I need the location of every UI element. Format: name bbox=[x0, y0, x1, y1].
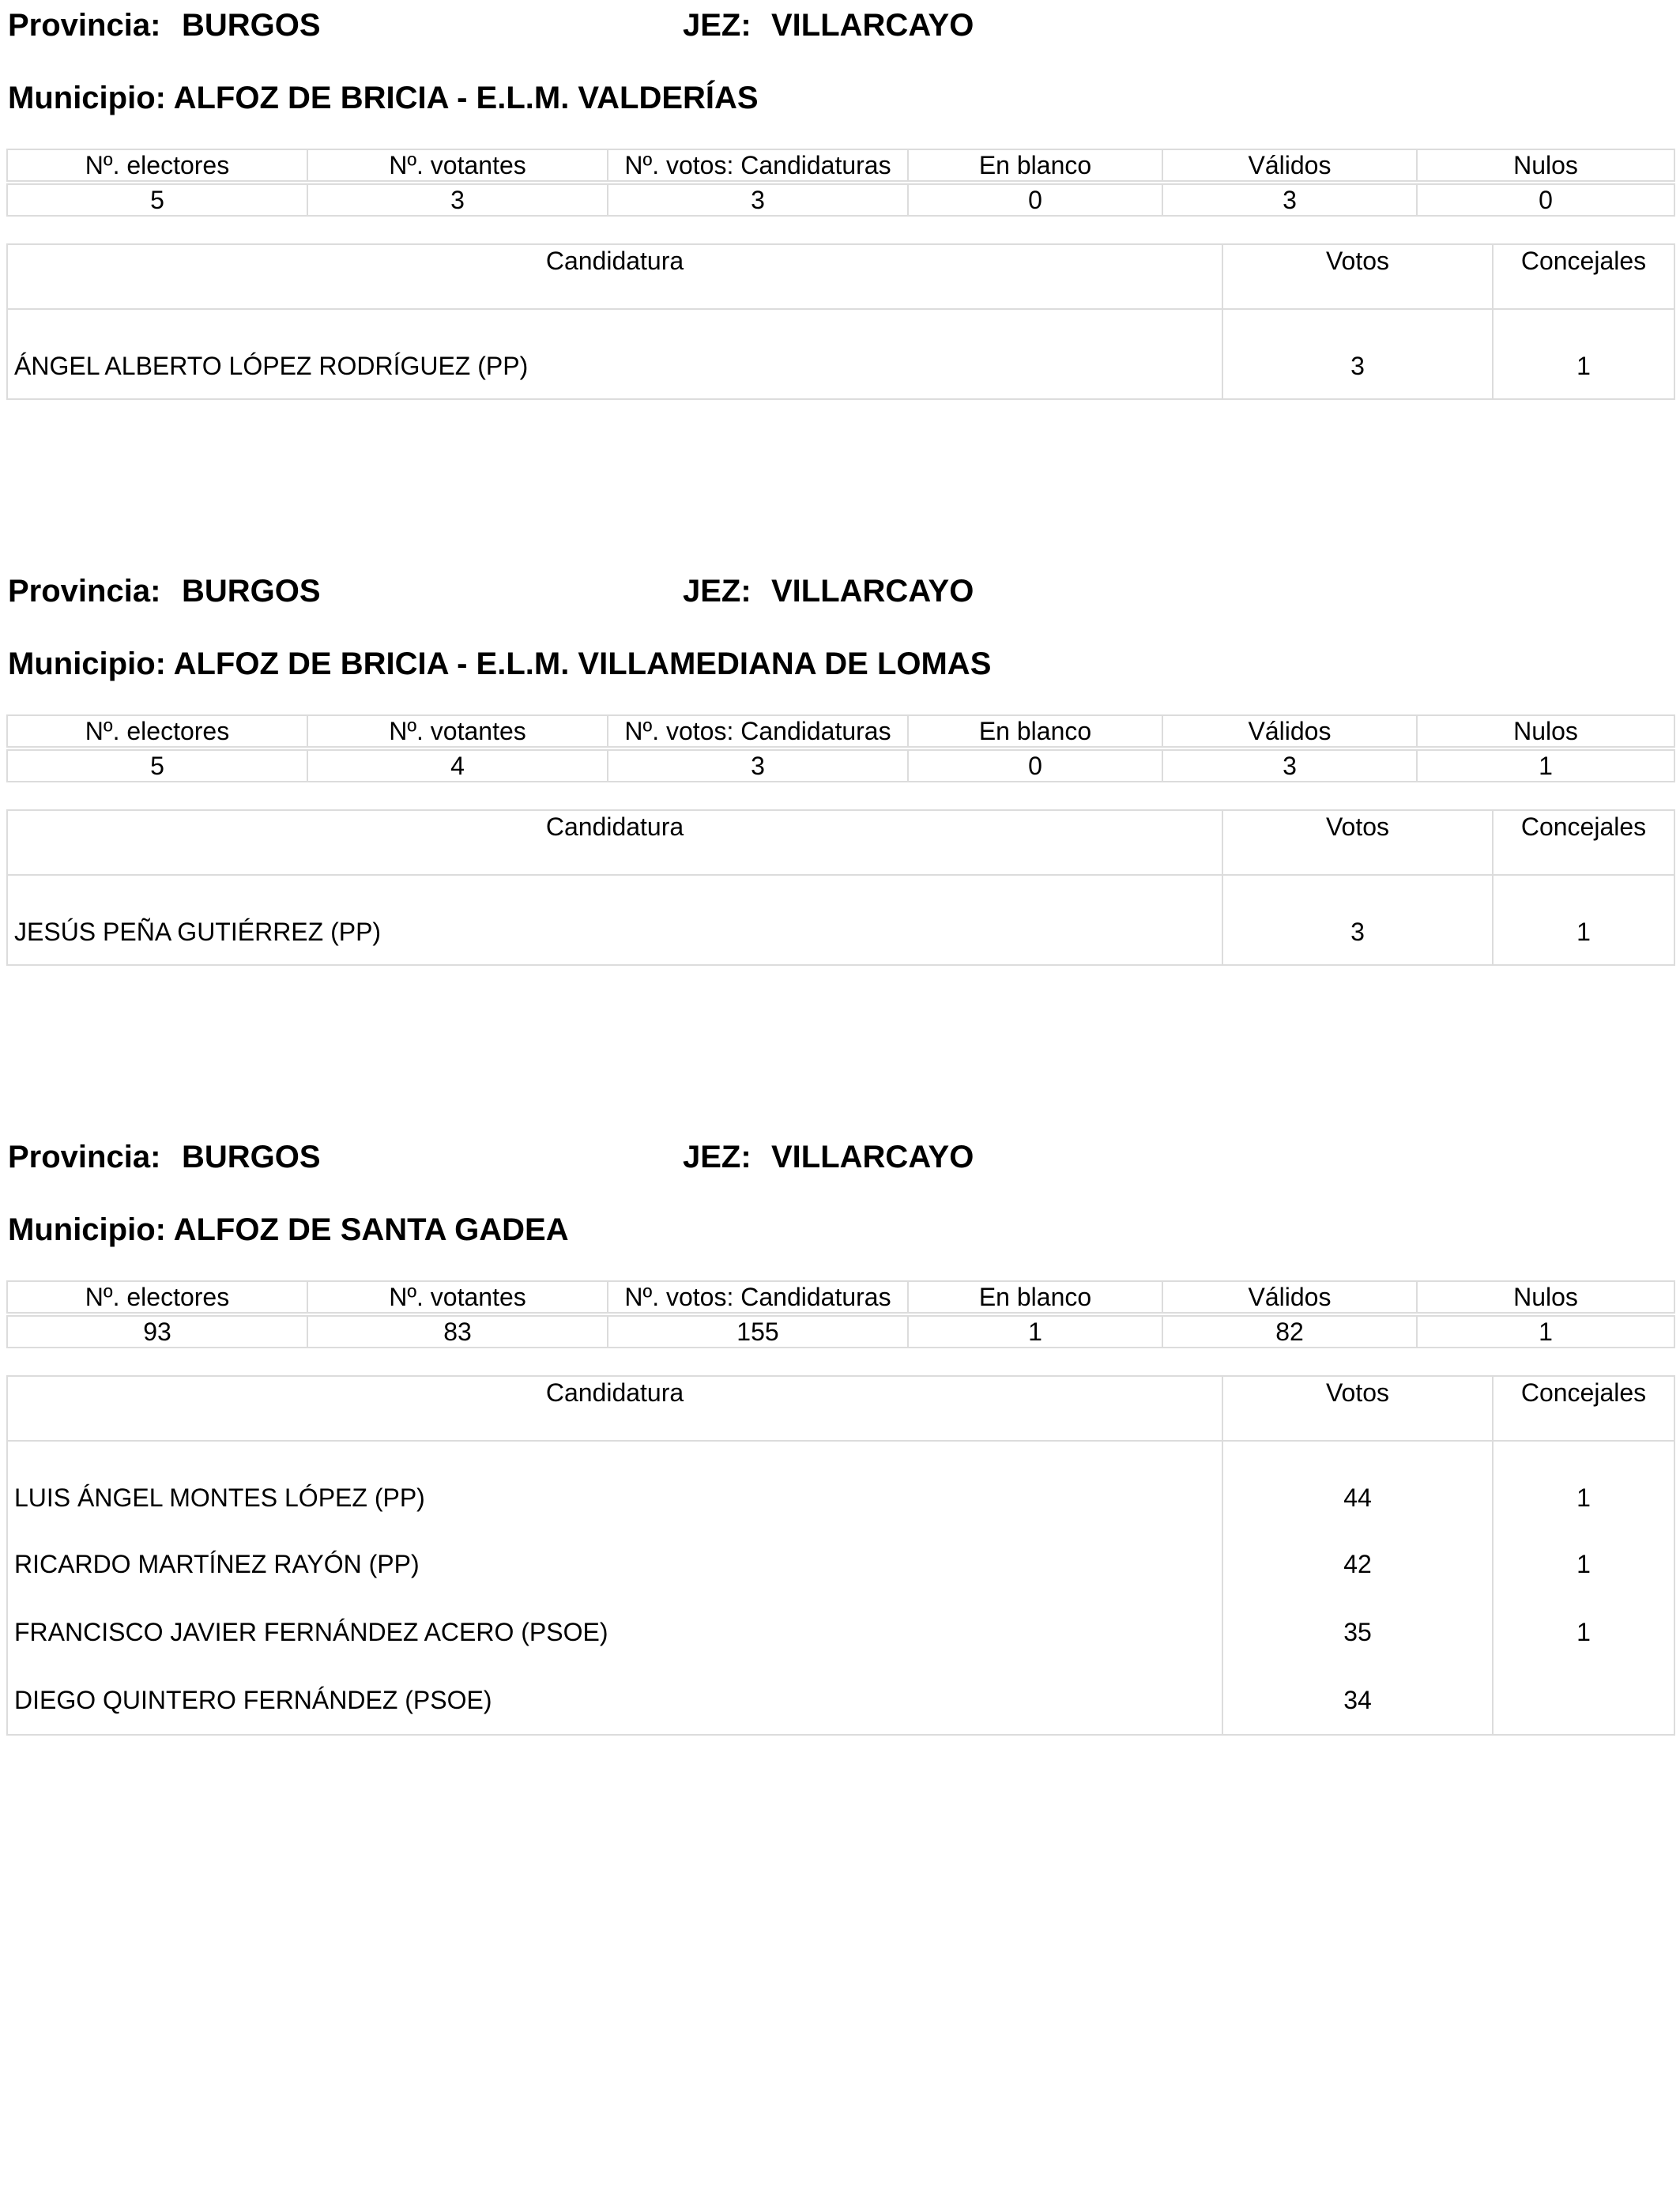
candidate-concejales: 1 bbox=[1493, 1530, 1674, 1598]
municipio-line bbox=[6, 1206, 1674, 1253]
stats-value: 83 bbox=[307, 1316, 608, 1348]
municipio-line bbox=[6, 74, 1674, 122]
municipio-value: ALFOZ DE BRICIA - E.L.M. VALDERÍAS bbox=[173, 81, 759, 115]
stats-value: 3 bbox=[1162, 750, 1417, 782]
municipio-value: ALFOZ DE BRICIA - E.L.M. VILLAMEDIANA DE LOMAS bbox=[173, 647, 992, 681]
candidate-name: LUIS ÁNGEL MONTES LÓPEZ (PP) bbox=[7, 1441, 1222, 1530]
stats-header: Nº. votantes bbox=[307, 149, 608, 181]
section-header bbox=[6, 1133, 1674, 1181]
candidate-name: RICARDO MARTÍNEZ RAYÓN (PP) bbox=[7, 1530, 1222, 1598]
stats-value: 4 bbox=[307, 750, 608, 782]
candidate-concejales: 1 bbox=[1493, 875, 1674, 965]
table-row bbox=[7, 1598, 1674, 1666]
jez-value: VILLARCAYO bbox=[771, 8, 974, 43]
stats-header: Nulos bbox=[1417, 149, 1674, 181]
provincia-label: Provincia: bbox=[8, 1140, 161, 1174]
jez-label: JEZ: bbox=[683, 8, 751, 43]
stats-value: 3 bbox=[608, 750, 908, 782]
stats-value: 82 bbox=[1162, 1316, 1417, 1348]
candidate-name: FRANCISCO JAVIER FERNÁNDEZ ACERO (PSOE) bbox=[7, 1598, 1222, 1666]
municipio-line bbox=[6, 640, 1674, 688]
candidate-votes: 44 bbox=[1222, 1441, 1493, 1530]
stats-value: 1 bbox=[1417, 750, 1674, 782]
stats-header: Válidos bbox=[1162, 1281, 1417, 1313]
stats-header: Nº. votos: Candidaturas bbox=[608, 715, 908, 747]
table-row bbox=[7, 1441, 1674, 1530]
candidate-concejales: 1 bbox=[1493, 1598, 1674, 1666]
candidates-table bbox=[6, 809, 1675, 966]
candidate-name: JESÚS PEÑA GUTIÉRREZ (PP) bbox=[7, 875, 1222, 965]
jez-label: JEZ: bbox=[683, 574, 751, 609]
stats-header: Nº. electores bbox=[7, 149, 307, 181]
stats-value: 0 bbox=[908, 750, 1162, 782]
stats-value: 3 bbox=[307, 184, 608, 216]
candidates-table bbox=[6, 1375, 1675, 1736]
concejales-header: Concejales bbox=[1493, 810, 1674, 875]
stats-header: En blanco bbox=[908, 1281, 1162, 1313]
provincia-value: BURGOS bbox=[182, 1140, 321, 1174]
table-row bbox=[7, 1666, 1674, 1735]
candidates-header-row bbox=[7, 810, 1674, 875]
candidates-header-row bbox=[7, 1376, 1674, 1441]
candidates-header-row bbox=[7, 244, 1674, 309]
municipio-label: Municipio: bbox=[8, 81, 166, 115]
stats-header: Nulos bbox=[1417, 1281, 1674, 1313]
candidate-votes: 3 bbox=[1222, 309, 1493, 399]
stats-value: 1 bbox=[1417, 1316, 1674, 1348]
table-row bbox=[7, 1530, 1674, 1598]
jez-value: VILLARCAYO bbox=[771, 1140, 974, 1174]
stats-value: 3 bbox=[1162, 184, 1417, 216]
stats-header: Nº. votos: Candidaturas bbox=[608, 149, 908, 181]
candidate-votes: 3 bbox=[1222, 875, 1493, 965]
candidates-table bbox=[6, 243, 1675, 400]
candidate-votes: 35 bbox=[1222, 1598, 1493, 1666]
section-header bbox=[6, 567, 1674, 615]
stats-table bbox=[6, 1280, 1675, 1348]
stats-header: En blanco bbox=[908, 149, 1162, 181]
stats-value: 5 bbox=[7, 750, 307, 782]
table-row bbox=[7, 875, 1674, 965]
provincia-value: BURGOS bbox=[182, 8, 321, 43]
stats-value: 5 bbox=[7, 184, 307, 216]
stats-value: 3 bbox=[608, 184, 908, 216]
candidate-votes: 34 bbox=[1222, 1666, 1493, 1735]
municipio-value: ALFOZ DE SANTA GADEA bbox=[173, 1212, 569, 1247]
candidatura-header: Candidatura bbox=[7, 810, 1222, 875]
section-1 bbox=[6, 567, 1674, 966]
candidate-name: DIEGO QUINTERO FERNÁNDEZ (PSOE) bbox=[7, 1666, 1222, 1735]
candidate-votes: 42 bbox=[1222, 1530, 1493, 1598]
stats-value: 93 bbox=[7, 1316, 307, 1348]
stats-header: Nº. electores bbox=[7, 715, 307, 747]
section-0 bbox=[6, 2, 1674, 400]
provincia-label: Provincia: bbox=[8, 8, 161, 43]
stats-header-row bbox=[7, 715, 1674, 747]
concejales-header: Concejales bbox=[1493, 244, 1674, 309]
stats-header: Nº. votantes bbox=[307, 1281, 608, 1313]
stats-value-row bbox=[7, 750, 1674, 782]
jez-label: JEZ: bbox=[683, 1140, 751, 1174]
candidatura-header: Candidatura bbox=[7, 1376, 1222, 1441]
votos-header: Votos bbox=[1222, 1376, 1493, 1441]
provincia-label: Provincia: bbox=[8, 574, 161, 609]
stats-header: Nº. votantes bbox=[307, 715, 608, 747]
section-header bbox=[6, 2, 1674, 49]
stats-value: 155 bbox=[608, 1316, 908, 1348]
stats-table bbox=[6, 149, 1675, 217]
jez-value: VILLARCAYO bbox=[771, 574, 974, 609]
stats-value: 0 bbox=[1417, 184, 1674, 216]
municipio-label: Municipio: bbox=[8, 647, 166, 681]
provincia-value: BURGOS bbox=[182, 574, 321, 609]
stats-header: En blanco bbox=[908, 715, 1162, 747]
stats-value-row bbox=[7, 184, 1674, 216]
candidatura-header: Candidatura bbox=[7, 244, 1222, 309]
stats-header: Nulos bbox=[1417, 715, 1674, 747]
stats-header: Válidos bbox=[1162, 149, 1417, 181]
stats-header: Nº. electores bbox=[7, 1281, 307, 1313]
stats-header-row bbox=[7, 1281, 1674, 1313]
section-2 bbox=[6, 1133, 1674, 1736]
stats-header: Válidos bbox=[1162, 715, 1417, 747]
votos-header: Votos bbox=[1222, 244, 1493, 309]
votos-header: Votos bbox=[1222, 810, 1493, 875]
stats-value: 0 bbox=[908, 184, 1162, 216]
candidate-concejales bbox=[1493, 1666, 1674, 1735]
candidate-name: ÁNGEL ALBERTO LÓPEZ RODRÍGUEZ (PP) bbox=[7, 309, 1222, 399]
table-row bbox=[7, 309, 1674, 399]
stats-header: Nº. votos: Candidaturas bbox=[608, 1281, 908, 1313]
stats-value-row bbox=[7, 1316, 1674, 1348]
stats-value: 1 bbox=[908, 1316, 1162, 1348]
municipio-label: Municipio: bbox=[8, 1212, 166, 1247]
concejales-header: Concejales bbox=[1493, 1376, 1674, 1441]
stats-header-row bbox=[7, 149, 1674, 181]
stats-table bbox=[6, 714, 1675, 782]
candidate-concejales: 1 bbox=[1493, 309, 1674, 399]
candidate-concejales: 1 bbox=[1493, 1441, 1674, 1530]
